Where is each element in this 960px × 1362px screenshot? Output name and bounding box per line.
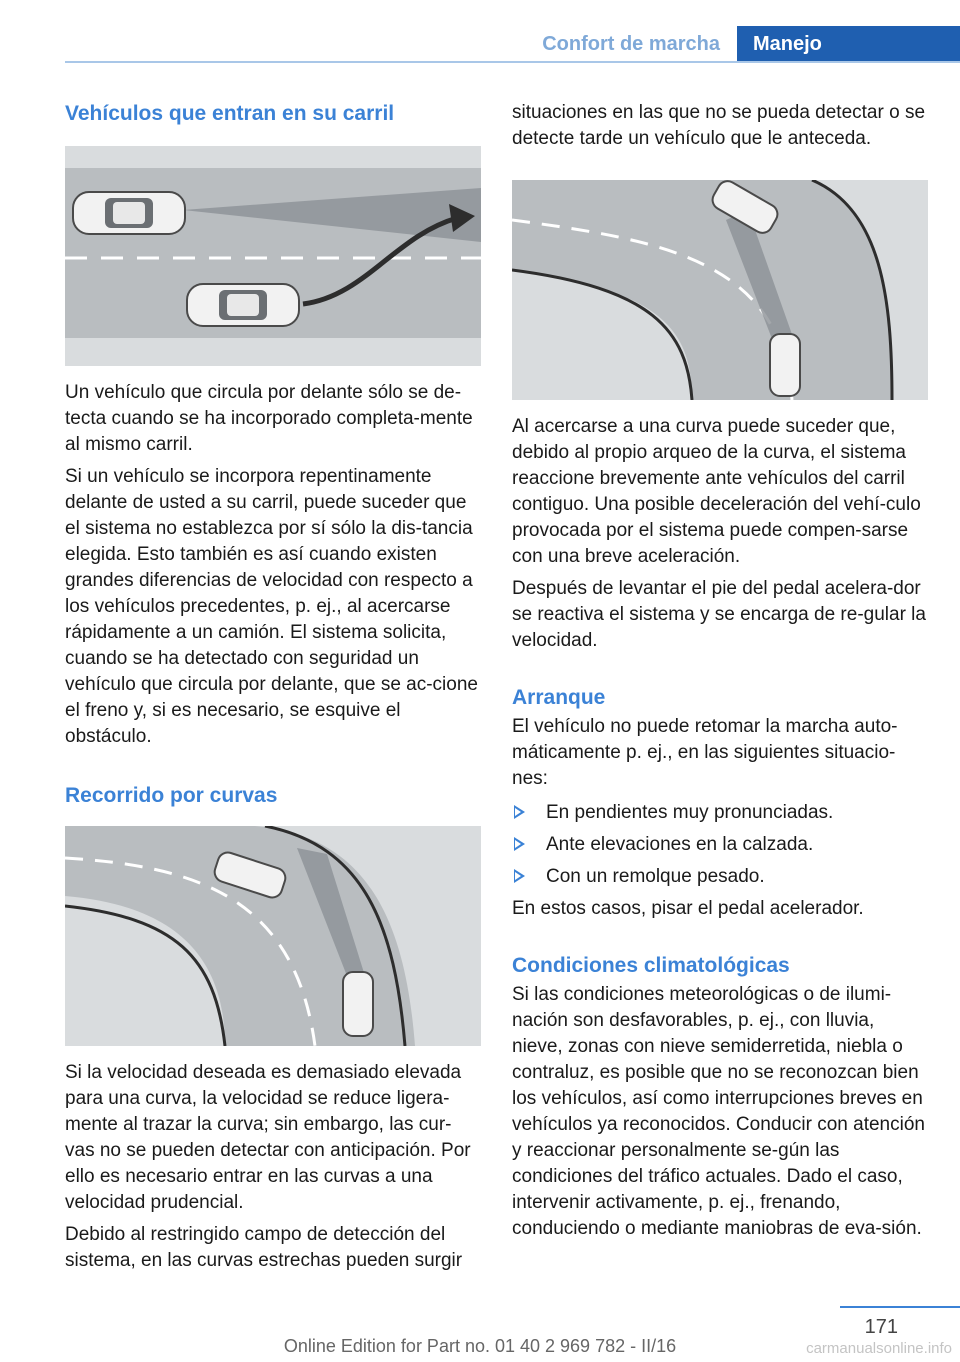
page-header — [0, 0, 960, 62]
bullet-triangle-icon — [514, 869, 525, 883]
paragraph: Después de levantar el pie del pedal acelera-dor se reactiva el sistema y se encarga de re-gular la velocidad. — [512, 578, 926, 651]
right-column — [512, 100, 928, 1242]
edition-note: Online Edition for Part no. 01 40 2 969 782 - II/16 — [283, 1336, 677, 1356]
chapter-tab[interactable]: Confort de marcha — [542, 33, 720, 55]
heading-vehicles-entering-lane: Vehículos que entran en su carril — [65, 102, 395, 125]
list-item: Con un remolque pesado. — [512, 864, 928, 890]
section-tab-active[interactable]: Manejo — [737, 26, 960, 63]
list-item: Ante elevaciones en la calzada. — [512, 832, 928, 858]
header-rule — [65, 61, 960, 63]
paragraph: Debido al restringido campo de detección del sistema, en las curvas estrechas pueden surgir — [65, 1224, 463, 1271]
paragraph: Si la velocidad deseada es demasiado elevada para una curva, la velocidad se reduce ligera-mente al trazar la curva; sin embargo, las cur-vas no se pueden detectar con anticipación. Por ello es necesario entrar en las curvas a una velocidad prudencial. — [65, 1062, 471, 1213]
car-icon — [770, 334, 800, 396]
footer-rule — [840, 1306, 960, 1308]
paragraph: Un vehículo que circula por delante sólo se de-tecta cuando se ha incorporado completa-mente al mismo carril. — [65, 382, 473, 455]
watermark: carmanualsonline.info — [806, 1340, 952, 1357]
heading-start: Arranque — [512, 686, 606, 709]
figure-adjacent-lane — [512, 180, 928, 400]
paragraph: Si las condiciones meteorológicas o de ilumi-nación son desfavorables, p. ej., con lluvia, nieve, zonas con nieve semiderretida, niebla o contraluz, es posible que no se reconozcan bien los vehículos, así como interrupciones breves en vehículos ya reconocidos. Conducir con atención y reaccionar personalmente se-gún las condiciones del tráfico actuales. Dado el caso, intervenir activamente, p. ej., frenando, conduciendo o mediante maniobras de eva-sión. — [512, 984, 925, 1239]
bullet-triangle-icon — [514, 837, 525, 851]
car-icon — [73, 192, 185, 234]
heading-weather: Condiciones climatológicas — [512, 954, 790, 977]
list-item: En pendientes muy pronunciadas. — [512, 800, 928, 826]
car-icon — [343, 972, 373, 1036]
car-icon — [187, 284, 299, 326]
paragraph: Al acercarse a una curva puede suceder que, debido al propio arqueo de la curva, el sistema reaccione brevemente ante vehículos del carril contiguo. Una posible deceleración del vehí-culo provocada por el sistema puede compen-sarse con una breve aceleración. — [512, 416, 921, 567]
heading-curves: Recorrido por curvas — [65, 784, 278, 807]
paragraph: situaciones en las que no se pueda detectar o se detecte tarde un vehículo que le anteceda. — [512, 102, 926, 149]
bullet-triangle-icon — [514, 805, 525, 819]
paragraph: En estos casos, pisar el pedal acelerador. — [512, 898, 864, 919]
figure-lane-entry — [65, 146, 481, 366]
paragraph: Si un vehículo se incorpora repentinamente delante de usted a su carril, puede suceder que el sistema no establezca por sí sólo la dis-tancia elegida. Esto también es así cuando existen grandes diferencias de velocidad con respecto a los vehículos precedentes, p. ej., al acercarse rápidamente a un camión. El sistema solicita, cuando se ha detectado con seguridad un vehículo que circula por delante, que se ac-cione el freno y, si es necesario, se esquive el obstáculo. — [65, 466, 478, 747]
page-number: 171 — [864, 1316, 898, 1338]
left-column — [65, 100, 481, 1274]
paragraph: El vehículo no puede retomar la marcha auto-máticamente p. ej., en las siguientes situacio-nes: — [512, 716, 898, 789]
bullet-list — [512, 800, 928, 890]
figure-curve — [65, 826, 481, 1046]
